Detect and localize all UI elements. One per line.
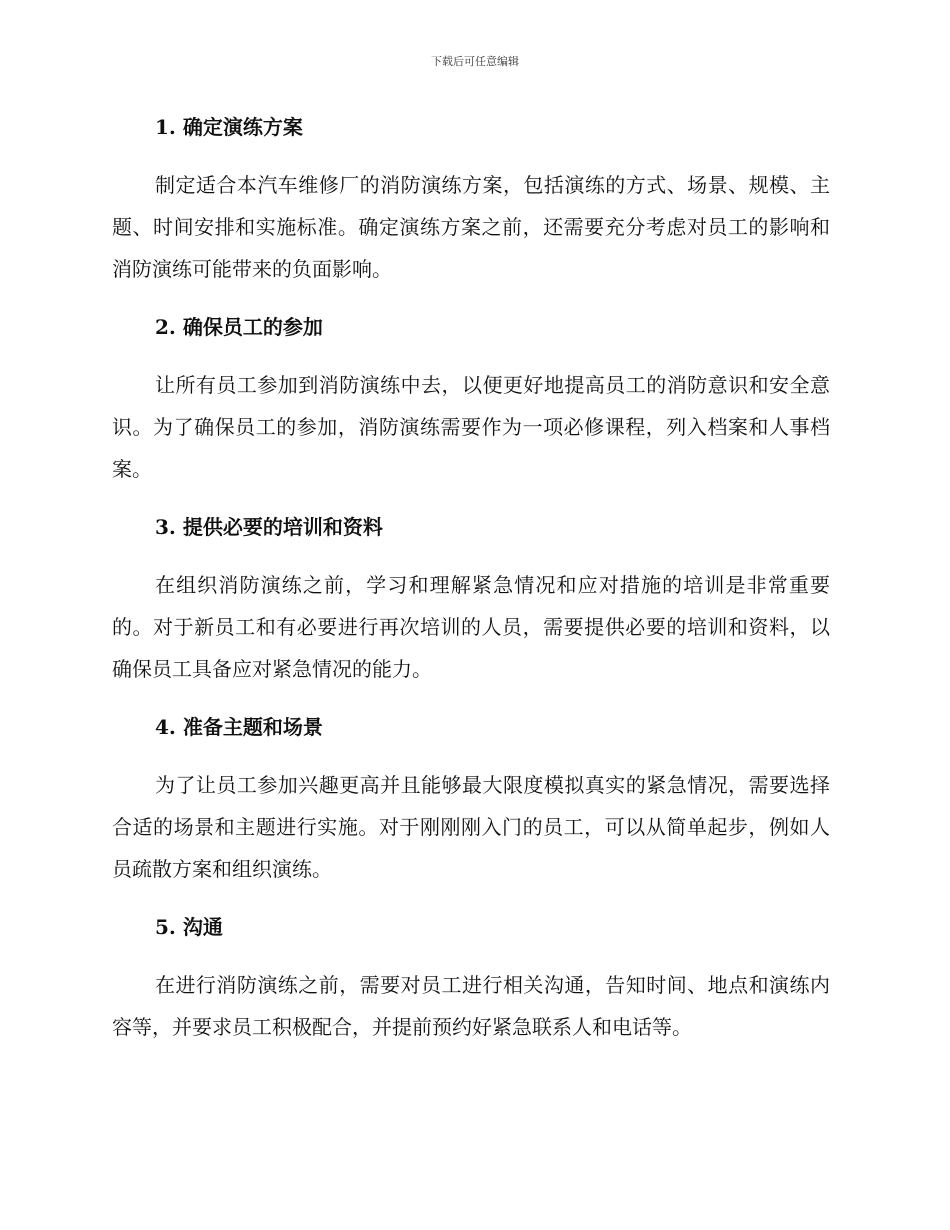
section-3	[112, 508, 830, 690]
section-1	[112, 108, 830, 290]
section-heading: 1. 确定演练方案	[155, 115, 303, 139]
document-body	[112, 108, 830, 1066]
section-paragraph: 在组织消防演练之前，学习和理解紧急情况和应对措施的培训是非常重要的。对于新员工和有必要进行再次培训的人员，需要提供必要的培训和资料，以确保员工具备应对紧急情况的能力。	[112, 573, 830, 681]
section-heading: 4. 准备主题和场景	[155, 715, 323, 739]
section-2	[112, 308, 830, 490]
section-heading: 2. 确保员工的参加	[155, 315, 323, 339]
section-paragraph: 让所有员工参加到消防演练中去，以便更好地提高员工的消防意识和安全意识。为了确保员工的参加，消防演练需要作为一项必修课程，列入档案和人事档案。	[112, 373, 830, 481]
section-heading: 5. 沟通	[155, 915, 223, 939]
section-4	[112, 708, 830, 890]
section-paragraph: 制定适合本汽车维修厂的消防演练方案，包括演练的方式、场景、规模、主题、时间安排和实施标准。确定演练方案之前，还需要充分考虑对员工的影响和消防演练可能带来的负面影响。	[112, 173, 830, 281]
section-paragraph: 在进行消防演练之前，需要对员工进行相关沟通，告知时间、地点和演练内容等，并要求员工积极配合，并提前预约好紧急联系人和电话等。	[112, 973, 830, 1039]
page-header: 下载后可任意编辑	[431, 55, 519, 68]
section-paragraph: 为了让员工参加兴趣更高并且能够最大限度模拟真实的紧急情况，需要选择合适的场景和主题进行实施。对于刚刚刚入门的员工，可以从简单起步，例如人员疏散方案和组织演练。	[112, 773, 830, 881]
section-heading: 3. 提供必要的培训和资料	[155, 515, 383, 539]
section-5	[112, 908, 830, 1048]
